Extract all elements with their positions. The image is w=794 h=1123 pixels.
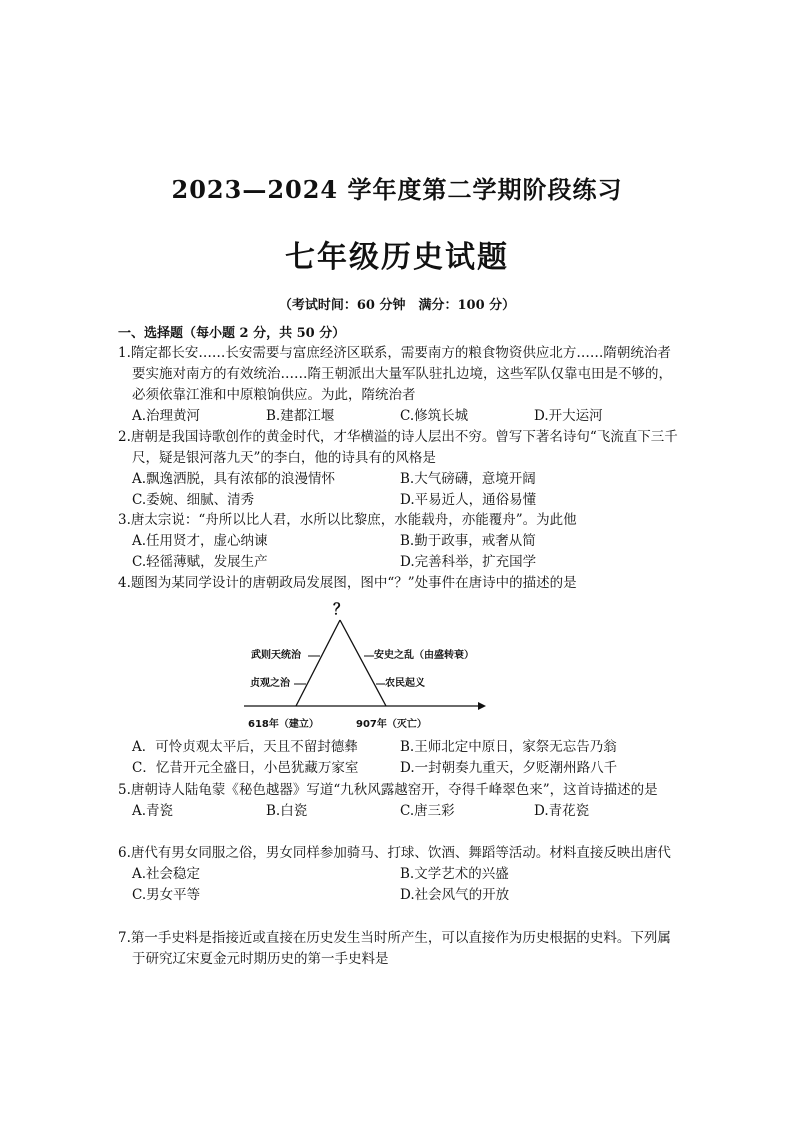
- option-b: B.勤于政事，戒奢从简: [400, 533, 536, 549]
- diagram-right-upper-label: 安史之乱（由盛转衰）: [374, 650, 474, 661]
- option-b: B.白瓷: [266, 803, 308, 819]
- option-a: A.社会稳定: [132, 866, 201, 882]
- option-d: D.平易近人，通俗易懂: [400, 492, 537, 508]
- option-c: C.唐三彩: [400, 803, 455, 819]
- option-a: A.飘逸洒脱，具有浓郁的浪漫情怀: [132, 471, 336, 487]
- question-options: [118, 406, 684, 427]
- option-d: D.一封朝奏九重天，夕贬潮州路八千: [400, 760, 618, 776]
- exam-title: 2023—2024 学年度第二学期阶段练习: [171, 175, 623, 204]
- option-c: C.男女平等: [132, 887, 201, 903]
- option-a: A．可怜贞观太平后，天且不留封德彝: [132, 739, 358, 755]
- question-options: [118, 864, 684, 885]
- diagram-start-label: 618年（建立）: [248, 719, 319, 730]
- question-options: [118, 552, 684, 573]
- option-d: D.社会风气的开放: [400, 887, 510, 903]
- question-4-options: [118, 737, 684, 779]
- question-options: [118, 469, 684, 490]
- option-d: D.开大运河: [534, 408, 603, 424]
- option-c: C.委婉、细腻、清秀: [132, 492, 255, 508]
- option-b: B.文学艺术的兴盛: [400, 866, 509, 882]
- option-d: D.青花瓷: [534, 803, 590, 819]
- question-5: [118, 780, 684, 822]
- option-a: A.任用贤才，虚心纳谏: [132, 533, 268, 549]
- option-a: A.治理黄河: [132, 408, 201, 424]
- question-options: [118, 758, 684, 779]
- diagram-end-label: 907年（灭亡）: [356, 719, 427, 730]
- question-stem: 2.唐朝是我国诗歌创作的黄金时代，才华横溢的诗人层出不穷。曾写下著名诗句“飞流直下三千尺，疑是银河落九天”的李白，他的诗具有的风格是: [118, 429, 678, 466]
- option-a: A.青瓷: [132, 803, 174, 819]
- diagram-left-upper-label: 武则天统治: [251, 650, 301, 661]
- question-options: [118, 801, 684, 822]
- question-stem: 4.题图为某同学设计的唐朝政局发展图，图中“？”处事件在唐诗中的描述的是: [118, 575, 577, 591]
- question-stem: 5.唐朝诗人陆龟蒙《秘色越器》写道“九秋风露越窑开，夺得千峰翠色来”，这首诗描述的是: [118, 782, 658, 798]
- question-stem: 6.唐代有男女同服之俗，男女同样参加骑马、打球、饮酒、舞蹈等活动。材料直接反映出唐代: [118, 845, 671, 861]
- option-b: B.大气磅礴，意境开阔: [400, 471, 536, 487]
- option-b: B.建都江堰: [266, 408, 335, 424]
- diagram-peak-label: ？: [333, 600, 349, 618]
- question-1: [118, 343, 684, 427]
- question-7: [118, 928, 684, 970]
- diagram-right-lower-label: 农民起义: [385, 678, 425, 689]
- question-6: [118, 843, 684, 906]
- tang-politics-diagram: [240, 596, 490, 734]
- question-4: [118, 573, 684, 594]
- question-2: [118, 427, 684, 511]
- question-options: [118, 885, 684, 906]
- exam-info: （考试时间：60 分钟 满分：100 分）: [278, 298, 516, 313]
- diagram-left-lower-label: 贞观之治: [250, 678, 290, 689]
- question-3: [118, 510, 684, 573]
- section-title: 一、选择题（每小题 2 分，共 50 分）: [118, 326, 346, 341]
- option-c: C.轻徭薄赋，发展生产: [132, 554, 268, 570]
- option-c: C．忆昔开元全盛日，小邑犹藏万家室: [132, 760, 359, 776]
- question-stem: 7.第一手史料是指接近或直接在历史发生当时所产生，可以直接作为历史根据的史料。下列属于研究辽宋夏金元时期历史的第一手史料是: [118, 930, 671, 967]
- triangle-graphic: [240, 596, 490, 734]
- option-b: B.王师北定中原日，家祭无忘告乃翁: [400, 739, 617, 755]
- question-stem: 1.隋定都长安……长安需要与富庶经济区联系，需要南方的粮食物资供应北方……隋朝统治者要实施对南方的有效统治……隋王朝派出大量军队驻扎边境，这些军队仅靠屯田是不够的，必须依靠江淮和中原粮饷供应。为此，隋统治者: [118, 345, 672, 403]
- question-options: [118, 737, 684, 758]
- question-options: [118, 490, 684, 511]
- option-d: D.完善科举，扩充国学: [400, 554, 537, 570]
- option-c: C.修筑长城: [400, 408, 469, 424]
- question-options: [118, 531, 684, 552]
- question-stem: 3.唐太宗说：“舟所以比人君，水所以比黎庶，水能载舟，亦能覆舟”。为此他: [118, 512, 577, 528]
- exam-subtitle: 七年级历史试题: [285, 240, 509, 275]
